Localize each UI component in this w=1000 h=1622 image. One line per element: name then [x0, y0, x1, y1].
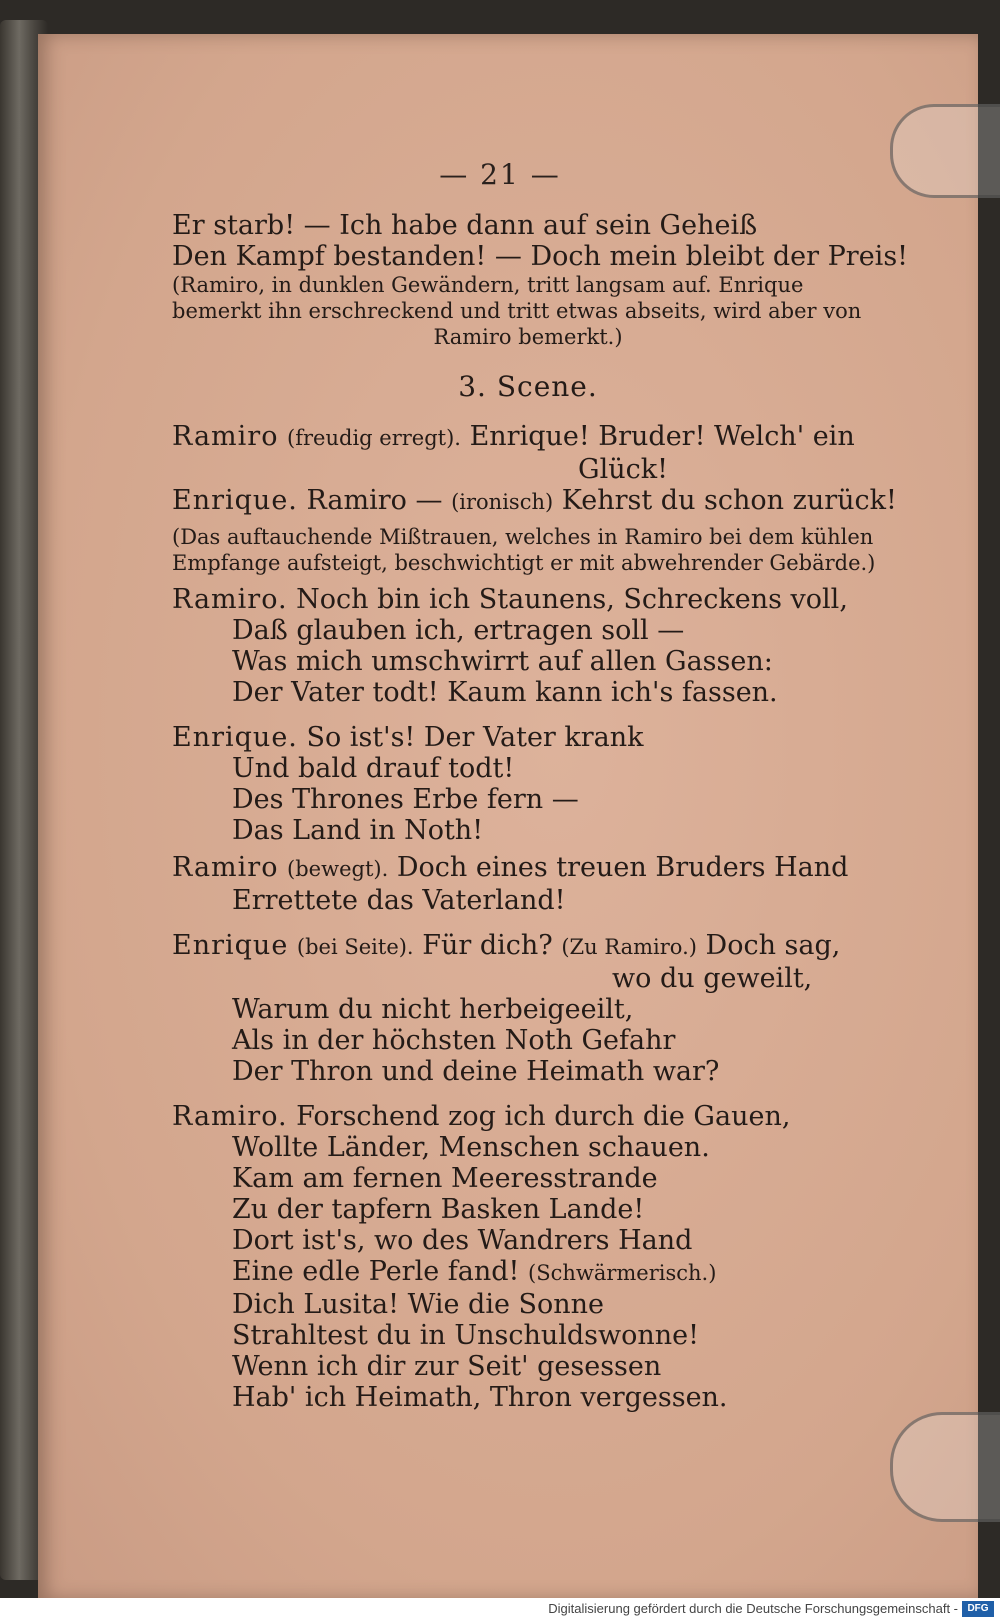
- verse-line: [172, 454, 884, 485]
- verse-line: Kam am fernen Meeresstrande: [232, 1163, 658, 1194]
- footer-bar: [0, 1598, 1000, 1622]
- verse-line: Warum du nicht herbeigeeilt,: [232, 994, 634, 1025]
- stage-direction: (Das auftauchende Mißtrauen, welches in Ramiro bei dem kühlen: [172, 525, 874, 549]
- verse-line: Hab' ich Heimath, Thron vergessen.: [232, 1382, 728, 1413]
- verse-line: Der Thron und deine Heimath war?: [232, 1056, 720, 1087]
- verse-line: Wenn ich dir zur Seit' gesessen: [232, 1351, 662, 1382]
- scene-heading: 3. Scene.: [458, 370, 598, 403]
- page-text: [172, 210, 909, 1413]
- stage-direction: (freudig erregt).: [287, 426, 461, 450]
- verse-line: [172, 963, 884, 994]
- verse-line: Zu der tapfern Basken Lande!: [232, 1194, 645, 1225]
- verse-line: Daß glauben ich, ertragen soll —: [232, 615, 685, 646]
- verse-text: wo du geweilt,: [612, 963, 813, 994]
- stage-direction: (Schwärmerisch.): [528, 1261, 717, 1285]
- dfg-logo: DFG: [962, 1601, 994, 1617]
- verse-text: Kehrst du schon zurück!: [561, 485, 897, 516]
- verse-text: So ist's! Der Vater krank: [306, 722, 644, 753]
- verse-line: Er starb! — Ich habe dann auf sein Geheiß: [172, 210, 758, 241]
- speaker-name: Enrique.: [172, 722, 298, 753]
- stage-direction: bemerkt ihn erschreckend und tritt etwas abseits, wird aber von: [172, 299, 862, 323]
- verse-line: Was mich umschwirrt auf allen Gassen:: [232, 646, 773, 677]
- verse-line: Den Kampf bestanden! — Doch mein bleibt der Preis!: [172, 241, 909, 272]
- speaker-name: Enrique.: [172, 485, 298, 516]
- verse-text: Für dich?: [422, 930, 553, 961]
- page-clip-bottom: [890, 1412, 1000, 1522]
- page-number: — 21 —: [439, 158, 561, 191]
- verse-text: Doch eines treuen Bruders Hand: [396, 852, 849, 883]
- verse-line: Strahltest du in Unschuldswonne!: [232, 1320, 700, 1351]
- speaker-name: Ramiro: [172, 421, 279, 452]
- stage-direction: (Zu Ramiro.): [561, 935, 697, 959]
- speaker-name: Ramiro: [172, 852, 279, 883]
- dialogue-line: [172, 852, 884, 885]
- verse-line: [172, 1256, 884, 1289]
- speaker-name: Ramiro.: [172, 584, 288, 615]
- verse-text: Eine edle Perle fand!: [232, 1256, 520, 1287]
- verse-text: Forschend zog ich durch die Gauen,: [296, 1101, 791, 1132]
- stage-direction: Ramiro bemerkt.): [433, 325, 623, 349]
- verse-line: Als in der höchsten Noth Gefahr: [232, 1025, 676, 1056]
- verse-text: Noch bin ich Staunens, Schreckens voll,: [296, 584, 848, 615]
- stage-direction: (ironisch): [451, 490, 554, 514]
- stage-direction: Empfange aufsteigt, beschwichtigt er mit abwehrender Gebärde.): [172, 551, 876, 575]
- stage-direction: (bei Seite).: [296, 935, 414, 959]
- dialogue-line: [172, 930, 884, 963]
- verse-line: Und bald drauf todt!: [232, 753, 515, 784]
- dialogue-line: [172, 1101, 884, 1132]
- verse-line: Des Thrones Erbe fern —: [232, 784, 579, 815]
- funding-credit: Digitalisierung gefördert durch die Deutsche Forschungsgemeinschaft -: [548, 1601, 958, 1616]
- verse-text: Doch sag,: [705, 930, 841, 961]
- dialogue-line: [172, 722, 884, 753]
- verse-line: Dort ist's, wo des Wandrers Hand: [232, 1225, 693, 1256]
- verse-line: Der Vater todt! Kaum kann ich's fassen.: [232, 677, 778, 708]
- verse-text: Glück!: [578, 454, 668, 485]
- speaker-name: Enrique: [172, 930, 289, 961]
- verse-line: Errettete das Vaterland!: [232, 885, 566, 916]
- stage-direction: (Ramiro, in dunklen Gewändern, tritt langsam auf. Enrique: [172, 273, 804, 297]
- verse-line: Das Land in Noth!: [232, 815, 484, 846]
- dialogue-line: [172, 584, 884, 615]
- stage-direction: (bewegt).: [287, 857, 389, 881]
- verse-line: Dich Lusita! Wie die Sonne: [232, 1289, 605, 1320]
- verse-text: Ramiro —: [306, 485, 443, 516]
- dialogue-line: [172, 485, 897, 518]
- verse-text: Enrique! Bruder! Welch' ein: [469, 421, 855, 452]
- verse-line: Wollte Länder, Menschen schauen.: [232, 1132, 710, 1163]
- dialogue-line: [172, 421, 884, 454]
- speaker-name: Ramiro.: [172, 1101, 288, 1132]
